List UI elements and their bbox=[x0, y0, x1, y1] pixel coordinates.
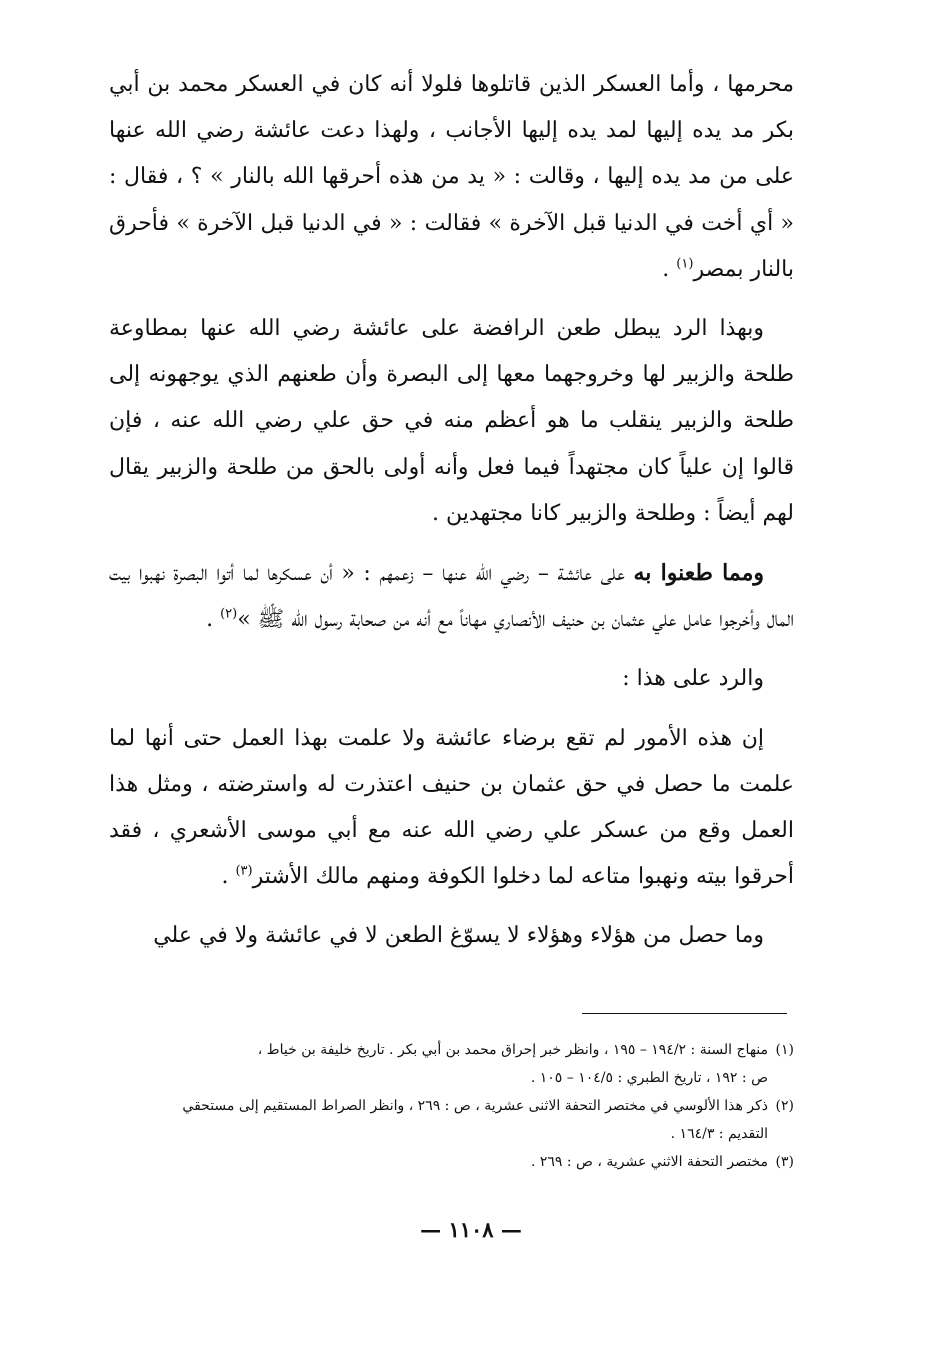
page-number: — ١١٠٨ — bbox=[420, 1217, 522, 1242]
footnote-text: منهاج السنة : ١٩٤/٢ – ١٩٥ ، وانظر خبر إحراق محمد بن أبي بكر . تاريخ خليفة بن خياط ، bbox=[257, 1042, 768, 1058]
text-line: والزبير كانا مجتهدين . bbox=[432, 500, 628, 526]
text-line: مهاناً مع أنه من صحابة رسول الله ﷺ » bbox=[237, 607, 487, 633]
body-text bbox=[109, 62, 794, 960]
text-line: والزبير ينقلب ما هو أعظم منه في حق علي رضي الله عنه ، فإن قالوا إن علياً bbox=[109, 408, 794, 480]
text-end: . bbox=[662, 256, 677, 282]
footnote-number: (٢) bbox=[775, 1098, 794, 1114]
text-line: مد يده إليها لمد يده إليها الأجانب ، ولهذا دعت عائشة رضي الله عنها على من bbox=[109, 118, 795, 190]
text-line: علمت ما حصل في حق عثمان بن حنيف اعتذرت له واسترضته ، ومثل هذا bbox=[109, 771, 794, 797]
text-line: في الدنيا قبل الآخرة » فقالت : « في الدنيا قبل الآخرة » فأحرق بالنار bbox=[109, 210, 794, 282]
paragraph bbox=[109, 306, 794, 537]
text-line: والزبير لها وخروجهما معها إلى البصرة وأن طعنهم الذي يوجهونه إلى طلحة bbox=[109, 362, 794, 434]
paragraph bbox=[109, 550, 794, 643]
paragraph bbox=[109, 913, 794, 959]
text-line: العمل وقع من عسكر علي رضي الله عنه مع أبي موسى الأشعري ، فقد أحرقوا bbox=[109, 818, 794, 890]
text-end: . bbox=[206, 607, 221, 633]
footnotes bbox=[104, 1036, 794, 1176]
footnote-separator bbox=[582, 1013, 787, 1014]
paragraph bbox=[109, 62, 794, 293]
paragraph bbox=[109, 716, 794, 901]
text-line: وبهذا الرد يبطل طعن الرافضة على عائشة رضي الله عنها بمطاوعة طلحة bbox=[109, 316, 794, 388]
text-line: على عائشة – رضي الله عنها – زعمهم : « أن عسكرها bbox=[267, 561, 634, 587]
lead-phrase: ومما طعنوا به bbox=[633, 560, 764, 587]
footnote-ref: (١) bbox=[676, 256, 694, 272]
paragraph bbox=[109, 656, 794, 702]
text-line: بيته ونهبوا متاعه لما دخلوا الكوفة ومنهم مالك الأشتر bbox=[252, 864, 728, 890]
footnote bbox=[104, 1148, 794, 1176]
text-line: محرمها ، وأما العسكر الذين قاتلوها فلولا أنه كان في العسكر محمد بن أبي بكر bbox=[109, 72, 794, 144]
footnote-text: ذكر هذا الألوسي في مختصر التحفة الاثنى عشرية ، ص : ٢٦٩ ، وانظر الصراط المستقيم إلى مستحقي bbox=[182, 1098, 768, 1114]
text-line: إن هذه الأمور لم تقع برضاء عائشة ولا علمت بهذا العمل حتى أنها لما bbox=[109, 725, 764, 751]
footnote-number: (١) bbox=[775, 1042, 794, 1058]
text-line: والرد على هذا : bbox=[622, 666, 764, 692]
text-line: لما أتوا البصرة نهبوا بيت المال وأخرجوا عامل علي عثمان بن حنيف الأنصاري bbox=[109, 561, 794, 633]
text-line: كان مجتهداً فيما فعل وأنه أولى بالحق من طلحة والزبير يقال لهم أيضاً : وطلحة bbox=[109, 454, 794, 526]
footnote-text: مختصر التحفة الاثني عشرية ، ص : ٢٦٩ . bbox=[530, 1154, 768, 1170]
footnote bbox=[104, 1092, 794, 1120]
footnote-continuation: التقديم : ١٦٤/٣ . bbox=[670, 1126, 768, 1142]
footnote-ref: (٣) bbox=[235, 863, 253, 879]
footnote-continuation: ص : ١٩٢ ، تاريخ الطبري : ١٠٤/٥ – ١٠٥ . bbox=[530, 1070, 768, 1086]
footnote bbox=[104, 1036, 794, 1064]
footnote-number: (٣) bbox=[775, 1154, 794, 1170]
text-line: بمصر bbox=[693, 256, 744, 282]
text-line: وما حصل من هؤلاء وهؤلاء لا يسوّغ الطعن لا في عائشة ولا في علي bbox=[153, 923, 764, 949]
footnote-ref: (٢) bbox=[220, 606, 238, 622]
text-end: . bbox=[221, 864, 236, 890]
text-line: مد يده إليها ، وقالت : « يد من هذه أحرقها الله بالنار » ؟ ، فقال : « أي أخت bbox=[109, 164, 795, 236]
